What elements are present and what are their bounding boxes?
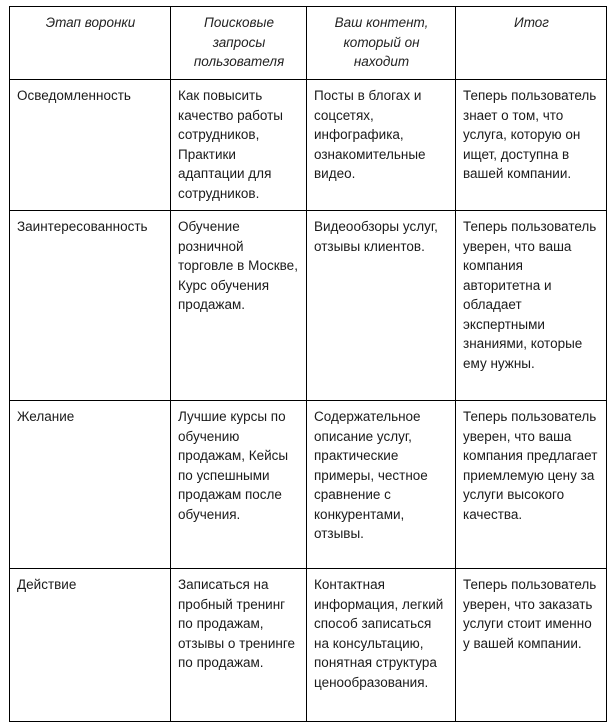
cell-content: Содержательное описание услуг, практические примеры, честное сравнение с конкурентами, отзывы.: [307, 401, 456, 569]
header-result: Итог: [456, 7, 607, 80]
cell-queries: Как повысить качество работы сотрудников, Практики адаптации для сотрудников.: [171, 80, 307, 211]
cell-stage: Осведомленность: [10, 80, 171, 211]
table-row: [10, 211, 607, 401]
cell-content: Посты в блогах и соцсетях, инфографика, ознакомительные видео.: [307, 80, 456, 211]
table-row: [10, 569, 607, 722]
cell-result: Теперь пользователь уверен, что ваша компания авторитетна и обладает экспертными знаниями, которые ему нужны.: [456, 211, 607, 401]
cell-result: Теперь пользователь уверен, что ваша компания предлагает приемлемую цену за услуги высокого качества.: [456, 401, 607, 569]
cell-content: Видеообзоры услуг, отзывы клиентов.: [307, 211, 456, 401]
cell-queries: Лучшие курсы по обучению продажам, Кейсы по успешными продажам после обучения.: [171, 401, 307, 569]
cell-stage: Действие: [10, 569, 171, 722]
header-queries: Поисковые запросы пользователя: [171, 7, 307, 80]
table-row: [10, 401, 607, 569]
cell-result: Теперь пользователь знает о том, что услуга, которую он ищет, доступна в вашей компании.: [456, 80, 607, 211]
cell-queries: Обучение розничной торговле в Москве, Курс обучения продажам.: [171, 211, 307, 401]
header-stage: Этап воронки: [10, 7, 171, 80]
funnel-table: [9, 6, 607, 722]
cell-stage: Желание: [10, 401, 171, 569]
cell-stage: Заинтересованность: [10, 211, 171, 401]
cell-result: Теперь пользователь уверен, что заказать услуги стоит именно у вашей компании.: [456, 569, 607, 722]
cell-content: Контактная информация, легкий способ записаться на консультацию, понятная структура ценообразования.: [307, 569, 456, 722]
table-header-row: [10, 7, 607, 80]
table-row: [10, 80, 607, 211]
cell-queries: Записаться на пробный тренинг по продажам, отзывы о тренинге по продажам.: [171, 569, 307, 722]
header-content: Ваш контент, который он находит: [307, 7, 456, 80]
